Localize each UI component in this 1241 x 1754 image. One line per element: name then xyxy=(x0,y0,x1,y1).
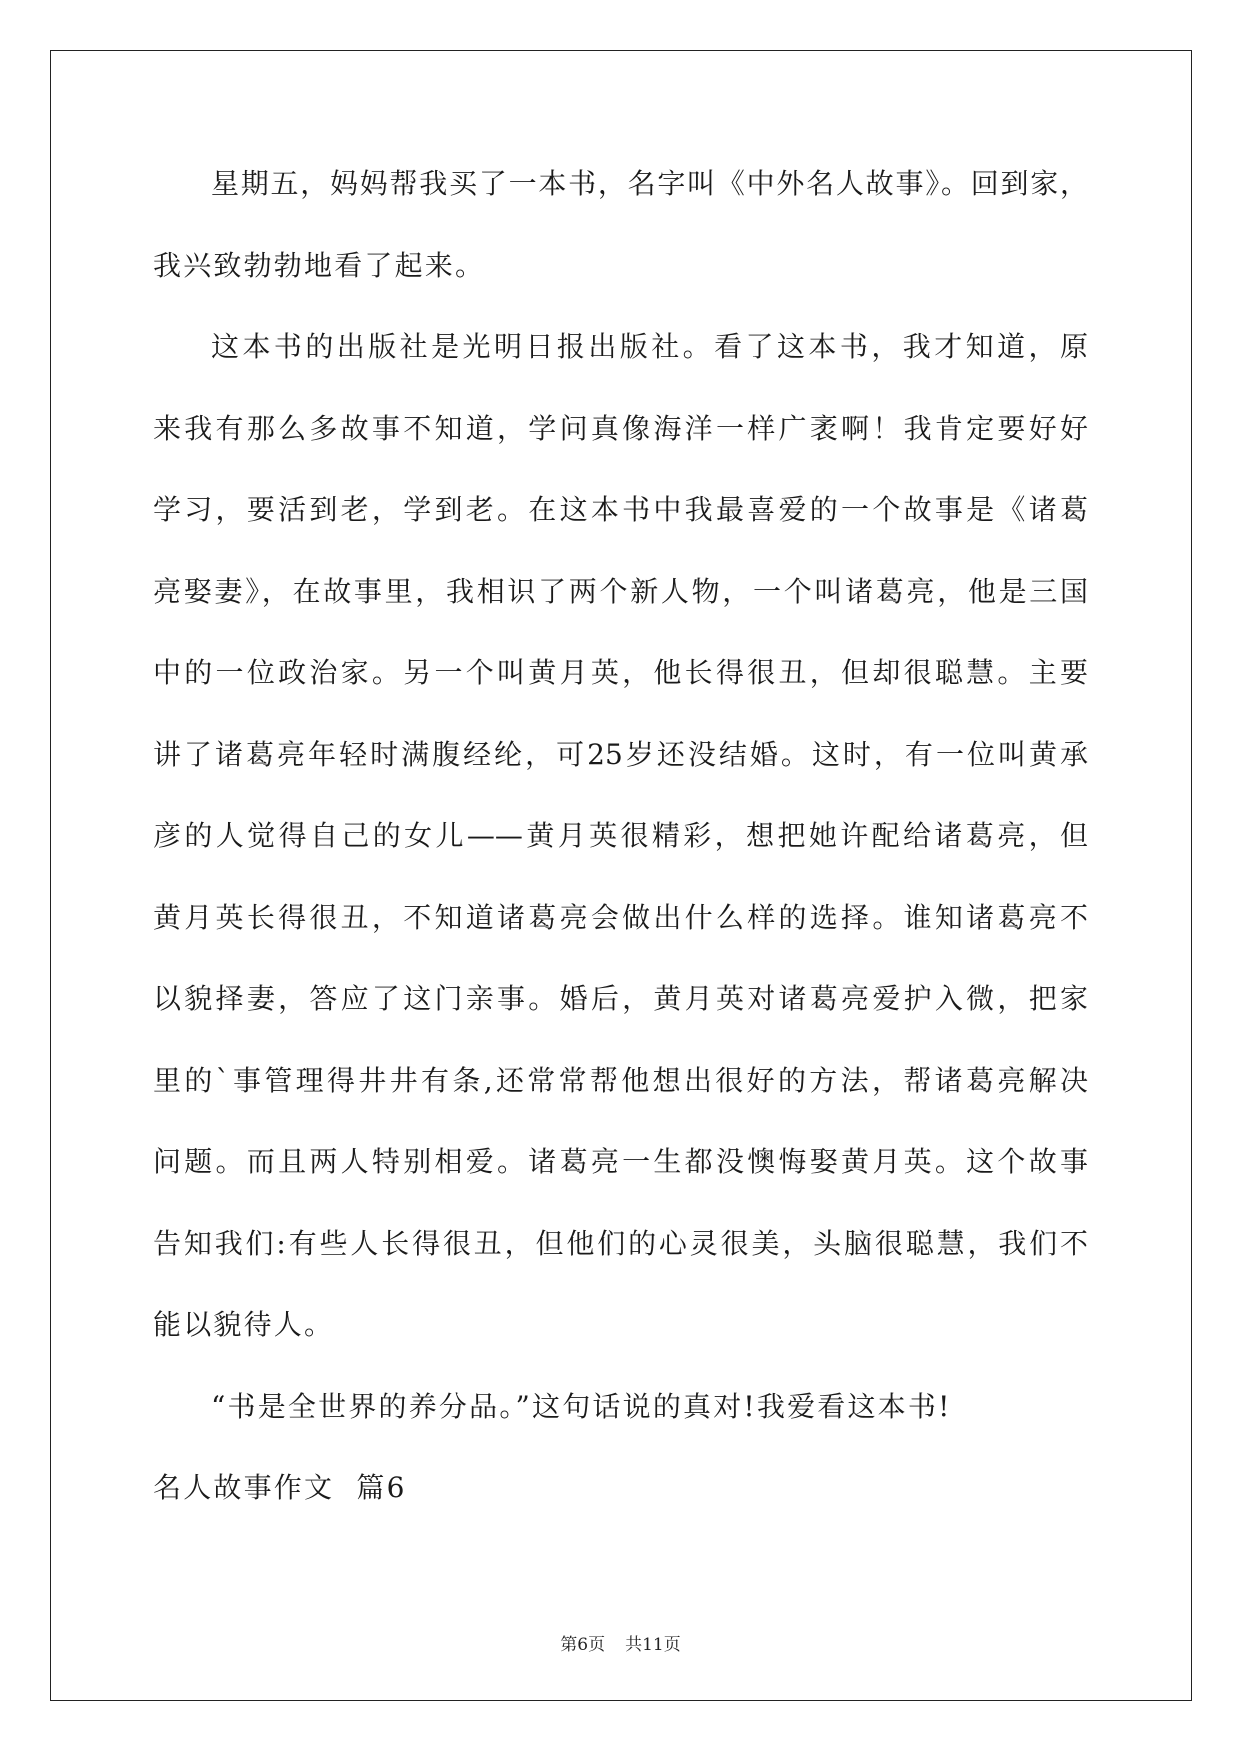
paragraph-2-line-10: 里的`事管理得井井有条,还常常帮他想出很好的方法，帮诸葛亮解决 xyxy=(153,1063,1088,1097)
paragraph-2-line-11: 问题。而且两人特别相爱。诸葛亮一生都没懊悔娶黄月英。这个故事 xyxy=(153,1145,1088,1178)
paragraph-2-line-4: 亮娶妻》，在故事里，我相识了两个新人物，一个叫诸葛亮，他是三国 xyxy=(153,574,1088,608)
paragraph-3-line-1: “书是全世界的养分品。”这句话说的真对!我爱看这本书! xyxy=(211,1389,952,1423)
paragraph-2-line-6: 讲了诸葛亮年轻时满腹经纶，可25岁还没结婚。这时，有一位叫黄承 xyxy=(153,737,1088,771)
paragraph-2-line-13: 能以貌待人。 xyxy=(153,1308,335,1341)
paragraph-2-line-5: 中的一位政治家。另一个叫黄月英，他长得很丑，但却很聪慧。主要 xyxy=(153,656,1088,689)
page-footer xyxy=(0,1630,1241,1655)
paragraph-2-line-8: 黄月英长得很丑，不知道诸葛亮会做出什么样的选择。谁知诸葛亮不 xyxy=(153,900,1088,934)
paragraph-2-line-2: 来我有那么多故事不知道，学问真像海洋一样广袤啊！我肯定要好好 xyxy=(153,411,1088,445)
paragraph-2-line-1: 这本书的出版社是光明日报出版社。看了这本书，我才知道，原 xyxy=(211,330,1088,363)
section-heading: 名人故事作文 篇6 xyxy=(153,1471,407,1504)
paragraph-2-line-3: 学习，要活到老，学到老。在这本书中我最喜爱的一个故事是《诸葛 xyxy=(153,493,1088,526)
document-body xyxy=(153,158,1088,1544)
paragraph-2-line-7: 彦的人觉得自己的女儿——黄月英很精彩，想把她许配给诸葛亮，但 xyxy=(153,819,1088,852)
paragraph-2-line-9: 以貌择妻，答应了这门亲事。婚后，黄月英对诸葛亮爱护入微，把家 xyxy=(153,982,1088,1015)
page-number: 第6页 xyxy=(560,1635,606,1655)
paragraph-1-line-2: 我兴致勃勃地看了起来。 xyxy=(153,248,486,282)
page-total: 共11页 xyxy=(625,1635,681,1655)
paragraph-1-line-1: 星期五，妈妈帮我买了一本书，名字叫《中外名人故事》。回到家， xyxy=(211,167,1088,200)
paragraph-2-line-12: 告知我们:有些人长得很丑，但他们的心灵很美，头脑很聪慧，我们不 xyxy=(153,1226,1088,1260)
